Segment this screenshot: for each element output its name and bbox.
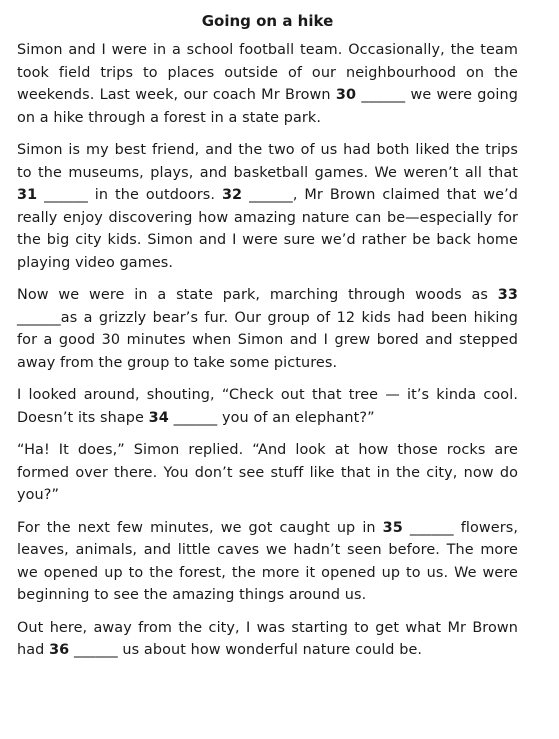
paragraph-text: ______, Mr Brown claimed that we’d really enjoy discovering how amazing nature can be—especially for the big city kids. Simon and I were sure we’d rather be back home playing video games. xyxy=(17,187,518,271)
paragraph-7 xyxy=(17,617,518,662)
paragraph-1 xyxy=(17,39,518,129)
paragraph-4 xyxy=(17,384,518,429)
paragraph-2 xyxy=(17,139,518,274)
question-number-30: 30 xyxy=(335,87,357,103)
paragraph-text: Out here, away from the city, I was starting to get what Mr Brown had xyxy=(17,619,518,658)
document-title: Going on a hike xyxy=(201,12,334,30)
paragraph-5 xyxy=(17,439,518,507)
paragraph-text: ______ you of an elephant?” xyxy=(168,409,375,426)
paragraph-text: ______as a grizzly bear’s fur. Our group of 12 kids had been hiking for a good 30 minutes when Simon and I grew bored and stepped away from the group to take some pictures. xyxy=(17,309,518,371)
paragraph-text: For the next few minutes, we got caught up in xyxy=(17,519,383,536)
paragraph-text: ______ we were going on a hike through a forest in a state park. xyxy=(17,87,518,126)
paragraph-text: Simon is my best friend, and the two of us had both liked the trips to the museums, plays, and basketball games. We weren’t all that xyxy=(17,142,518,181)
question-number-34: 34 xyxy=(148,409,169,426)
question-number-33: 33 xyxy=(497,287,518,303)
question-number-32: 32 xyxy=(221,187,243,203)
paragraph-text: Now we were in a state park, marching through woods as xyxy=(17,287,498,303)
question-number-31: 31 xyxy=(17,187,38,203)
paragraph-text: ______ us about how wonderful nature could be. xyxy=(69,642,423,658)
paragraph-6 xyxy=(17,517,518,607)
question-number-35: 35 xyxy=(382,519,403,536)
paragraph-text: “Ha! It does,” Simon replied. “And look at how those rocks are formed over there. You don’t see stuff like that in the city, now do you?” xyxy=(17,442,518,503)
paragraph-text: Simon and I were in a school football team. Occasionally, the team took field trips to places outside of our neighbourhood on the weekends. Last week, our coach Mr Brown xyxy=(17,42,518,103)
question-number-36: 36 xyxy=(49,642,70,658)
paragraph-text: ______ in the outdoors. xyxy=(37,187,222,203)
paragraph-3 xyxy=(17,284,518,374)
paragraph-text: ______ flowers, leaves, animals, and little caves we hadn’t seen before. The more we opened up to the forest, the more it opened up to us. We were beginning to see the amazing things around us. xyxy=(17,519,519,603)
paragraph-text: I looked around, shouting, “Check out that tree — it’s kinda cool. Doesn’t its shape xyxy=(17,387,518,426)
